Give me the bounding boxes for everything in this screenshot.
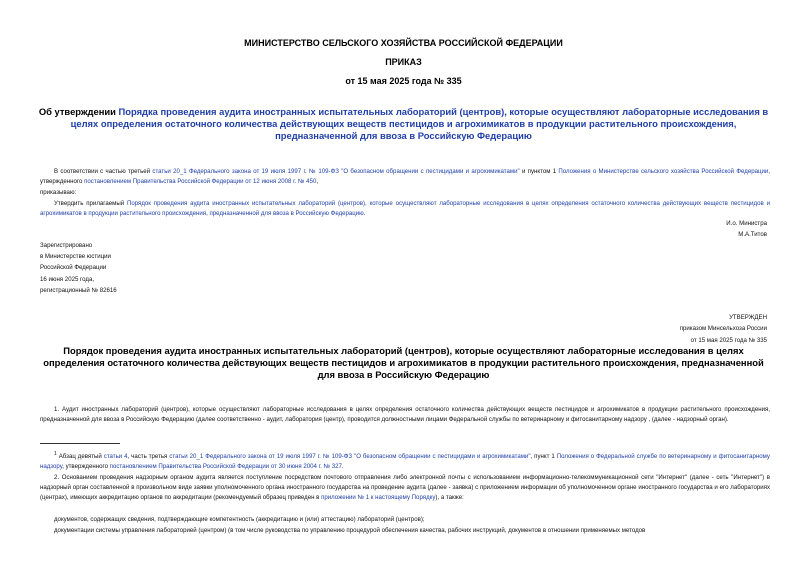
footnote-service-regulation-link[interactable]: Положения о Федеральной службе по ветеринарному и фитосанитарному надзору: [40, 453, 770, 471]
registration-line: регистрационный № 82616: [40, 286, 117, 294]
footnote-text-3: , пункт 1: [530, 453, 557, 461]
preamble-text-2: и пунктом 1: [519, 168, 559, 175]
item-1-paragraph: 1. Аудит иностранных лабораторий (центров), которые осуществляют лабораторные исследования в целях определения остаточного количества действующих веществ пестицидов и агрохимикатов в продукции растительного происхождения, предназначенной для ввоза в Российскую Федерацию (далее соответственно - аудит, лаборатория (центр), проводится должностными лицами Федеральной службы по ветеринарному и фитосанитарному надзору , (далее - надзорный орган).: [40, 406, 770, 423]
preamble-paragraph: [40, 167, 770, 187]
government-decree-link[interactable]: постановлением Правительства Российской Федерации от 12 июня 2008 г. № 450: [84, 178, 317, 185]
order-title: [30, 106, 777, 142]
appendix-1-link[interactable]: приложении № 1 к настоящему Порядку: [321, 494, 436, 502]
approval-block: [560, 312, 767, 346]
footnote-text-1: Абзац девятый: [56, 453, 104, 461]
approve-text-1: Утвердить прилагаемый: [54, 200, 127, 207]
footnote-article4-link[interactable]: статьи 4: [103, 453, 128, 461]
approved-by-order: приказом Минсельхоза России: [679, 325, 767, 333]
order-word: приказываю:: [40, 189, 77, 196]
registration-line: 16 июня 2025 года,: [40, 275, 95, 283]
signatory-name: М.А.Титов: [738, 231, 767, 238]
preamble-text-3: , утвержденного: [40, 168, 770, 185]
registration-block: [40, 240, 117, 296]
footnote-text-5: .: [341, 463, 344, 471]
item-2-paragraph: [40, 473, 770, 504]
approved-date: от 15 мая 2025 года № 335: [690, 336, 767, 344]
signatory-position: И.о. Министра: [726, 220, 767, 227]
item-2-text-2: ), а также:: [435, 494, 464, 502]
footnote-paragraph: [40, 449, 770, 472]
document-type: ПРИКАЗ: [385, 57, 422, 67]
approve-text-2: .: [363, 210, 366, 217]
footnote-mark: 1: [54, 451, 57, 457]
ministry-name: МИНИСТЕРСТВО СЕЛЬСКОГО ХОЗЯЙСТВА РОССИЙСКОЙ ФЕДЕРАЦИИ: [244, 38, 563, 48]
footnote-text-4: , утвержденного: [62, 463, 110, 471]
title-link[interactable]: Порядка проведения аудита иностранных испытательных лабораторий (центров), которые осуществляют лабораторные исследования в целях определения остаточного количества действующих веществ пестицидов и агрохимикатов в продукции растительного происхождения, предназначенной для ввоза в Российскую Федерацию: [70, 106, 769, 141]
registration-line: Российской Федерации: [40, 264, 107, 272]
footnote-divider: [40, 443, 120, 444]
registration-line: Зарегистрировано: [40, 242, 93, 249]
approved-label: УТВЕРЖДЕН: [729, 314, 767, 321]
ministry-regulation-link[interactable]: Положения о Министерстве сельского хозяйства Российской Федерации: [558, 168, 769, 175]
preamble-text-4: ,: [316, 178, 319, 185]
procedure-title: Порядок проведения аудита иностранных испытательных лабораторий (центров), которые осуществляют лабораторные исследования в целях определения остаточного количества действующих веществ пестицидов и агрохимикатов в продукции растительного происхождения, предназначенной для ввоза в Российскую Федерацию: [43, 345, 764, 381]
law-link[interactable]: статьи 20_1 Федерального закона от 19 июля 1997 г. № 109-ФЗ "О безопасном обращении с пестицидами и агрохимикатами": [152, 168, 520, 175]
item-2-docs-2: документации системы управления лабораторией (центром) (в том числе руководства по управлению процедурой обеспечения качества, рабочих инструкций, документов в отношении применяемых методов: [54, 527, 646, 534]
footnote-law-link[interactable]: статьи 20_1 Федерального закона от 19 июля 1997 г. № 109-ФЗ "О безопасном обращении с пестицидами и агрохимикатами": [169, 453, 531, 461]
footnote-decree-link[interactable]: постановлением Правительства Российской Федерации от 30 июня 2004 г. № 327: [109, 463, 342, 471]
item-2-text-1: 2. Основанием проведения надзорным органом аудита является поступление посредством почтового отправления либо электронной почты с использованием информационно-телекоммуникационной сети "Интернет" (далее - сеть "Интернет") в надзорный орган составленной в произвольном виде заявки уполномоченного органа иностранного государства на проведение аудита (далее - заявка) с приложением информации об уполномоченном органе иностранного государства и его лабораториях (центрах), имеющих аккредитацию органов по аккредитации (рекомендуемый образец приведен в: [40, 474, 770, 502]
order-date-number: от 15 мая 2025 года № 335: [345, 76, 462, 86]
procedure-link[interactable]: Порядок проведения аудита иностранных испытательных лабораторий (центров), которые осуществляют лабораторные исследования в целях определения остаточного количества действующих веществ пестицидов и агрохимикатов в продукции растительного происхождения, предназначенной для ввоза в Российскую Федерацию: [40, 200, 770, 217]
footnote-text-2: , часть третья: [127, 453, 170, 461]
item-2-docs-1: документов, содержащих сведения, подтверждающие компетентность (аккредитацию и (или) аттестацию) лабораторий (центров);: [54, 516, 425, 523]
title-prefix: Об утверждении: [38, 106, 119, 117]
approve-paragraph: [40, 199, 770, 219]
registration-line: в Министерстве юстиции: [40, 253, 111, 261]
preamble-text-1: В соответствии с частью третьей: [54, 168, 153, 175]
